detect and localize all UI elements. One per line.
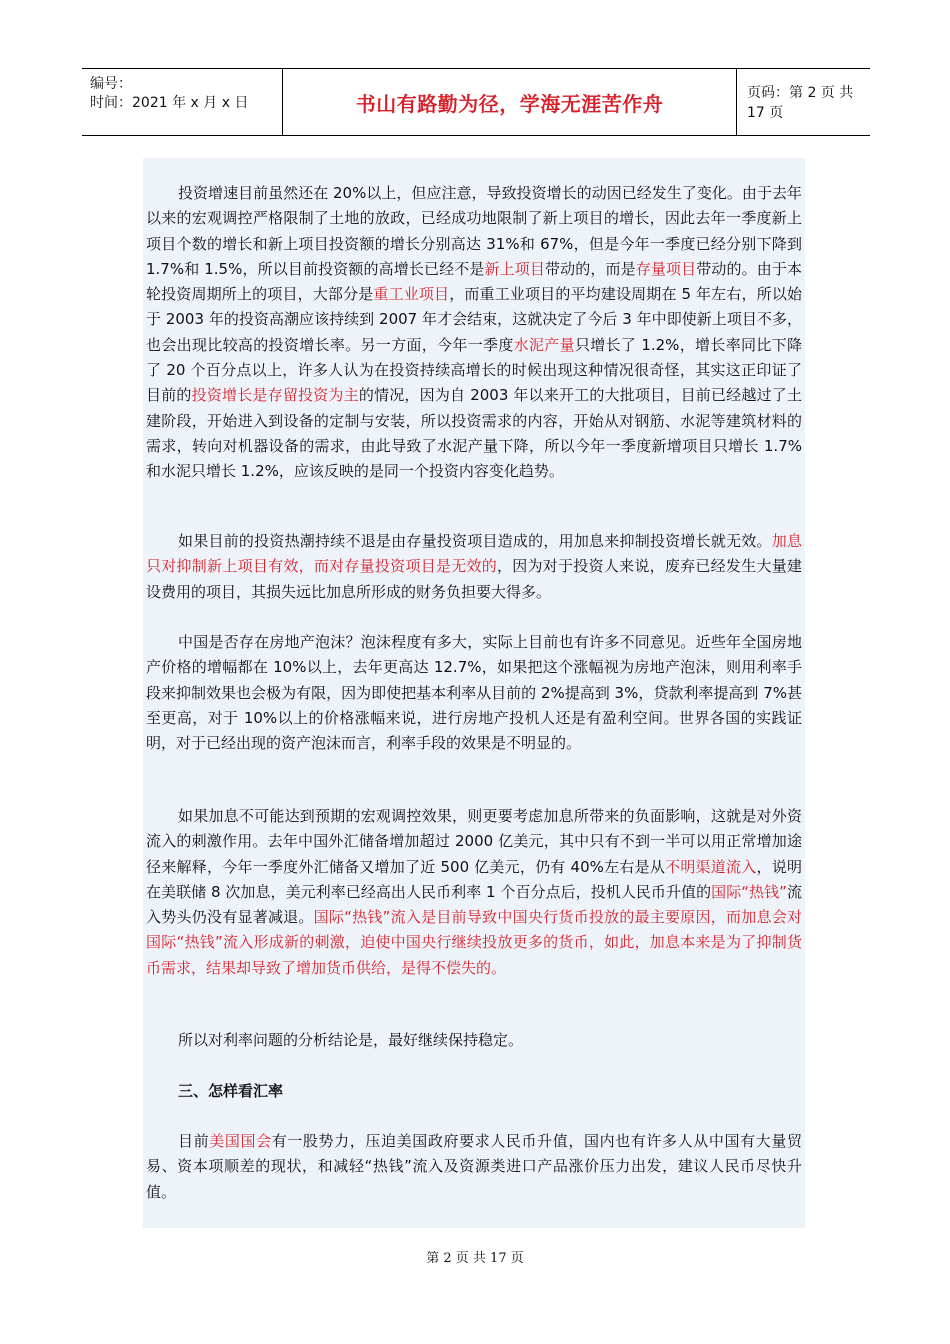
highlight-unknown-channels: 不明渠道流入 [665,857,757,876]
highlight-heavy-industry: 重工业项目 [373,285,450,304]
highlight-cement-output: 水泥产量 [513,335,575,354]
highlight-us-congress: 美国国会 [209,1132,272,1150]
header-slogan: 书山有路勤为径，学海无涯苦作舟 [355,91,664,116]
text-run: 流入势头仍没有显著减退。 [146,882,802,927]
text-run: 如果加息不可能达到预期的宏观调控效果，则更要考虑加息所带来的负面影响，这就是对外资流入的刺激作用。去年中国外汇储备增加超过 2000 亿美元，其中只有不到一半可以用正常增加途径来解释，今年一季度外汇储备又增加了近 500 亿美元，仍有 40%左右是从 [146,807,802,876]
text-run: 如果目前的投资热潮持续不退是由存量投资项目造成的，用加息来抑制投资增长就无效。 [178,532,772,550]
document-date-label: 时间：2021 年 x 月 x 日 [90,95,249,111]
paragraph-exchange-rate [146,1129,802,1205]
paragraph-real-estate-bubble: 中国是否存在房地产泡沫？泡沫程度有多大，实际上目前也有许多不同意见。近些年全国房地产价格的增幅都在 10%以上，去年更高达 12.7%，如果把这个涨幅视为房地产泡沫，则用利率手段来抑制效果也会极为有限，因为即使把基本利率从目前的 2%提高到 3%，贷款利率提高到 7%甚至更高，对于 10%以上的价格涨幅来说，进行房地产投机人还是有盈利空间。世界各国的实践证明，对于已经出现的资产泡沫而言，利率手段的效果是不明显的。 [146,633,802,753]
highlight-rate-hike-effect: 加息只对抑制新上项目有效，而对存量投资项目是无效的 [146,532,802,576]
highlight-existing-projects: 存量项目 [635,259,697,278]
header-page-number: 页码：第 2 页 共 17 页 [747,85,854,121]
highlight-hot-money: 国际“热钱” [711,882,787,901]
header-page-cell [737,69,870,135]
highlight-investment-stock: 投资增长是存留投资为主 [191,386,359,405]
page-footer: 第 2 页 共 17 页 [426,1251,524,1266]
header-meta-cell [82,69,282,135]
text-run: ，说明在美联储 8 次加息，美元利率已经高出人民币利率 1 个百分点后，投机人民币升值的 [146,857,802,901]
text-run: 只增长了 1.2%，增长率同比下降了 20 个百分点以上，许多人认为在投资持续高增长的时候出现这种情况很奇怪，其实这正印证了目前的 [146,335,802,405]
text-run: 有一股势力，压迫美国政府要求人民币升值，国内也有许多人从中国有大量贸易、资本项顺差的现状，和减轻“热钱”流入及资源类进口产品涨价压力出发，建议人民币尽快升值。 [146,1132,802,1201]
header-slogan-cell [282,69,737,135]
document-number-label: 编号： [90,76,132,92]
paragraph-conclusion: 所以对利率问题的分析结论是，最好继续保持稳定。 [178,1031,524,1049]
paragraph-investment-growth [146,181,802,485]
paragraph-rate-hike-ineffective [146,529,802,605]
paragraph-hot-money [146,804,802,981]
text-run: 目前 [178,1132,210,1150]
text-run: 的情况，因为自 2003 年以来开工的大批项目，目前已经越过了土建阶段，开始进入到设备的定制与安装，所以投资需求的内容，开始从对钢筋、水泥等建筑材料的需求，转向对机器设备的需求，由此导致了水泥产量下降，所以今年一季度新增项目只增长 1.7%和水泥只增长 1.2%，应该反映的是同一个投资内容变化趋势。 [146,386,802,481]
page-header [82,68,870,136]
text-run: ，因为对于投资人来说，废弃已经发生大量建设费用的项目，其损失远比加息所形成的财务负担要大得多。 [146,557,802,601]
text-run: ，而重工业项目的平均建设周期在 5 年左右，所以始于 2003 年的投资高潮应该持续到 2007 年才会结束，这就决定了今后 3 年中即使新上项目不多，也会出现比较高的投资增长率。另一方面，今年一季度 [146,285,802,354]
highlight-new-projects: 新上项目 [484,259,545,278]
text-run: 带动的。由于本轮投资周期所上的项目，大部分是 [146,259,802,304]
highlight-hot-money-conclusion: 国际“热钱”流入是目前导致中国央行货币投放的最主要原因，而加息会对国际“热钱”流入形成新的刺激，迫使中国央行继续投放更多的货币，如此，加息本来是为了抑制货币需求，结果却导致了增加货币供给，是得不偿失的。 [146,908,802,977]
text-run: 投资增速目前虽然还在 20%以上，但应注意，导致投资增长的动因已经发生了变化。由于去年以来的宏观调控严格限制了土地的放政，已经成功地限制了新上项目的增长，因此去年一季度新上项目个数的增长和新上项目投资额的增长分别高达 31%和 67%，但是今年一季度已经分别下降到 1.7%和 1.5%，所以目前投资额的高增长已经不是 [146,184,802,278]
section-heading-exchange-rate: 三、怎样看汇率 [178,1082,284,1100]
text-run: 带动的，而是 [544,259,636,278]
